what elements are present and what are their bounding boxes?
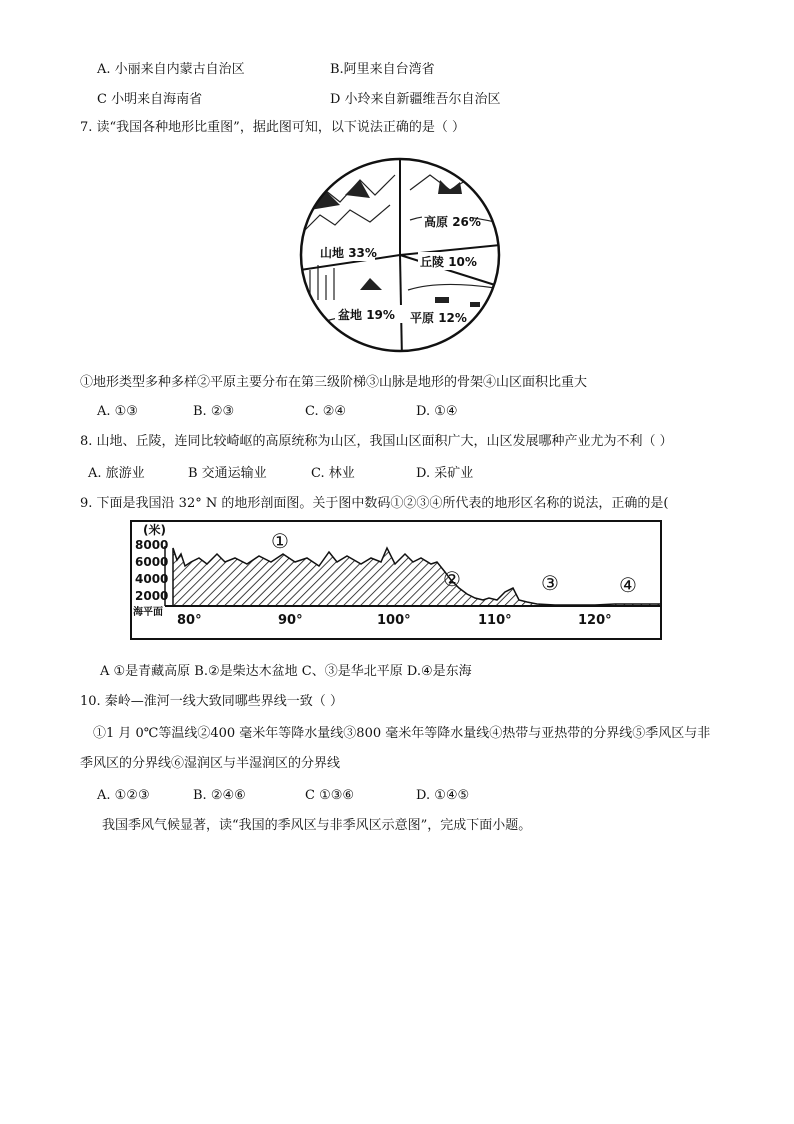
x-tick-120: 120° [578,613,612,628]
x-tick-100: 100° [377,613,411,628]
q7-option-d: D. ①④ [416,404,458,419]
q10-statement-line2: 季风区的分界线⑥湿润区与半湿润区的分界线 [80,756,341,771]
q10-option-c: C ①③⑥ [305,788,355,803]
q8-stem: 8. 山地、丘陵，连同比较崎岖的高原统称为山区，我国山区面积广大，山区发展哪种产业尤为不利（ ） [80,434,673,449]
q7-option-b: B. ②③ [193,404,235,419]
x-tick-80: 80° [177,613,202,628]
q9-options: A ①是青藏高原 B.②是柴达木盆地 C、③是华北平原 D.④是东海 [100,664,472,679]
pie-label-plateau: 高原 26% [424,215,481,229]
q6-option-a: A. 小丽来自内蒙古自治区 [97,62,245,77]
terrain-profile-32n [125,518,665,646]
y-tick-8000: 8000 [135,538,169,552]
profile-marker-4: ④ [619,573,637,597]
x-tick-110: 110° [478,613,512,628]
profile-marker-1: ① [271,529,289,553]
q7-statement: ①地形类型多种多样②平原主要分布在第三级阶梯③山脉是地形的骨架④山区面积比重大 [80,375,588,390]
intro-monsoon: 我国季风气候显著，读“我国的季风区与非季风区示意图”，完成下面小题。 [102,818,532,833]
profile-marker-2: ② [443,567,461,591]
q10-option-b: B. ②④⑥ [193,788,246,803]
terrain-proportion-pie [290,150,510,360]
profile-marker-3: ③ [541,571,559,595]
q6-option-d: D 小玲来自新疆维吾尔自治区 [330,92,501,107]
q10-option-a: A. ①②③ [97,788,150,803]
q6-option-c: C 小明来自海南省 [97,92,203,107]
q7-stem: 7. 读“我国各种地形比重图”，据此图可知，以下说法正确的是（ ） [80,120,465,135]
pie-label-basin: 盆地 19% [338,308,395,322]
q10-option-d: D. ①④⑤ [416,788,470,803]
q8-option-b: B 交通运输业 [188,466,267,481]
y-tick-6000: 6000 [135,555,169,569]
pie-label-mountain: 山地 33% [320,246,377,260]
q10-stem: 10. 秦岭—淮河一线大致同哪些界线一致（ ） [80,694,343,709]
q8-option-d: D. 采矿业 [416,466,474,481]
pie-label-plain: 平原 12% [410,311,467,325]
q7-option-a: A. ①③ [97,404,138,419]
sea-level-label: 海平面 [133,607,163,618]
q8-option-a: A. 旅游业 [88,466,145,481]
q8-option-c: C. 林业 [311,466,355,481]
y-tick-4000: 4000 [135,572,169,586]
q9-stem: 9. 下面是我国沿 32° N 的地形剖面图。关于图中数码①②③④所代表的地形区名称的说法，正确的是( [80,496,669,511]
pie-label-hills: 丘陵 10% [420,255,477,269]
y-tick-2000: 2000 [135,589,169,603]
x-tick-90: 90° [278,613,303,628]
q6-option-b: B.阿里来自台湾省 [330,62,435,77]
q10-statement-line1: ①1 月 0℃等温线②400 毫米年等降水量线③800 毫米年等降水量线④热带与亚热带的分界线⑤季风区与非 [93,726,711,741]
profile-unit-label: (米) [143,523,166,537]
q7-option-c: C. ②④ [305,404,347,419]
